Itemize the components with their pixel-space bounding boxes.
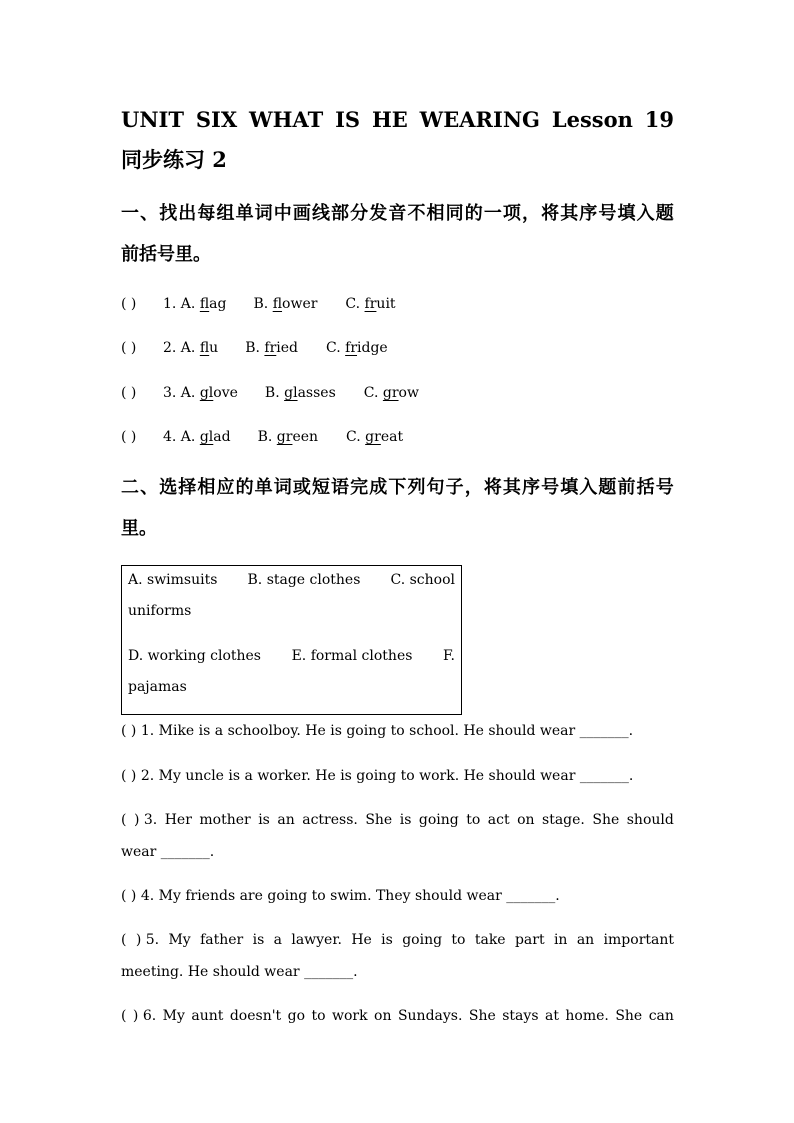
word-rest: idge [357, 340, 388, 356]
question-3-line-2: wear _______. [121, 844, 215, 860]
answer-bracket[interactable]: ( [121, 812, 127, 828]
underlined-letters: fl [272, 296, 283, 312]
question-word: He [351, 932, 372, 948]
word-rest: ag [209, 296, 227, 312]
question-2: ( ) 2. My uncle is a worker. He is going to work. He should wear _______. [121, 768, 634, 784]
underlined-letters: gl [284, 385, 298, 401]
option-label: C. [326, 340, 341, 356]
answer-bracket[interactable]: ( [121, 932, 127, 948]
question-word: She [365, 812, 393, 828]
underlined-letters: gr [365, 429, 381, 445]
underlined-letters: gl [199, 385, 214, 401]
phonics-item-4 [121, 429, 403, 445]
question-word: a [273, 932, 282, 948]
question-word: should [626, 812, 674, 828]
answer-bracket[interactable]: ( ) [121, 429, 137, 445]
question-word: home. [565, 1008, 609, 1024]
underlined-letters: fr [264, 340, 277, 356]
option-label: C. [363, 385, 379, 401]
question-word: is [258, 812, 270, 828]
question-word: an [277, 812, 295, 828]
question-word: can [648, 1008, 674, 1024]
phonics-item-3 [121, 385, 419, 401]
question-word: on [517, 812, 535, 828]
option-label: B. [253, 296, 269, 312]
underlined-letters: gr [276, 429, 293, 445]
section-1-heading-line-2: 前括号里。 [121, 244, 211, 265]
word-bank-row-3 [128, 648, 455, 664]
title-line-1: UNIT SIX WHAT IS HE WEARING Lesson 19 [121, 107, 674, 132]
underlined-letters: fl [199, 296, 210, 312]
question-word: to [311, 1008, 326, 1024]
item-number: 4. A. [163, 429, 196, 445]
section-2-heading-line-1: 二、选择相应的单词或短语完成下列句子，将其序号填入题前括号 [121, 477, 674, 498]
item-number: 3. A. [163, 385, 196, 401]
word-rest: uit [376, 296, 396, 312]
word-rest: u [209, 340, 219, 356]
question-word: is [252, 932, 265, 948]
option-label: C. [346, 429, 361, 445]
question-word: important [603, 932, 674, 948]
question-word: doesn't [229, 1008, 282, 1024]
option-label: C. [345, 296, 361, 312]
question-word: work [332, 1008, 368, 1024]
section-2-heading [121, 467, 674, 549]
answer-bracket[interactable]: ( [121, 1008, 127, 1024]
underlined-letters: fr [345, 340, 358, 356]
question-word: stays [502, 1008, 539, 1024]
question-1: ( ) 1. Mike is a schoolboy. He is going to school. He should wear _______. [121, 723, 634, 739]
underlined-letters: gl [199, 429, 214, 445]
question-word: going [418, 812, 459, 828]
question-word: part [514, 932, 545, 948]
underlined-letters: fl [199, 340, 210, 356]
word-rest: ove [213, 385, 238, 401]
question-word: father [200, 932, 244, 948]
question-word: She [615, 1008, 643, 1024]
answer-bracket[interactable]: ( ) [121, 385, 137, 401]
question-word: My [168, 932, 191, 948]
phonics-item-2 [121, 340, 388, 356]
item-number: 1. A. [163, 296, 196, 312]
section-2-heading-line-2: 里。 [121, 518, 157, 539]
question-6-line-1 [121, 1008, 674, 1024]
question-word: to [451, 932, 466, 948]
question-word: actress. [302, 812, 358, 828]
question-word: mother [199, 812, 251, 828]
option-label: B. [264, 385, 280, 401]
underlined-letters: fr [364, 296, 377, 312]
word-rest: ow [398, 385, 419, 401]
option-e: E. formal clothes [291, 648, 413, 664]
word-bank-row-2: uniforms [128, 603, 192, 619]
word-rest: asses [297, 385, 336, 401]
question-word: to [466, 812, 481, 828]
title-line-2: 同步练习 2 [121, 147, 227, 172]
question-word: act [487, 812, 510, 828]
question-word: on [374, 1008, 392, 1024]
word-bank-row-4: pajamas [128, 679, 187, 695]
phonics-item-1 [121, 296, 396, 312]
question-word: Her [164, 812, 192, 828]
question-word: is [381, 932, 393, 948]
option-b: B. stage clothes [247, 572, 361, 588]
question-word: go [287, 1008, 306, 1024]
answer-bracket[interactable]: ( ) [121, 296, 137, 312]
question-word: is [399, 812, 412, 828]
option-f: F. [443, 648, 455, 664]
section-1-heading-line-1: 一、找出每组单词中画线部分发音不相同的一项，将其序号填入题 [121, 203, 674, 224]
option-a: A. swimsuits [128, 572, 218, 588]
word-bank-box [121, 565, 462, 715]
word-rest: ied [276, 340, 299, 356]
question-word: My [162, 1008, 185, 1024]
question-word: aunt [191, 1008, 224, 1024]
question-word: stage. [542, 812, 585, 828]
underlined-letters: gr [382, 385, 399, 401]
section-1-heading [121, 193, 674, 275]
question-word: lawyer. [291, 932, 342, 948]
item-number: 2. A. [163, 340, 196, 356]
question-word: She [592, 812, 620, 828]
question-word: going [402, 932, 443, 948]
question-3-line-1 [121, 812, 674, 828]
question-5-line-2: meeting. He should wear _______. [121, 964, 358, 980]
question-word: ) 6. [132, 1008, 157, 1024]
option-d: D. working clothes [128, 648, 261, 664]
word-rest: ad [213, 429, 231, 445]
word-rest: eat [380, 429, 404, 445]
word-bank-row-1 [128, 572, 455, 588]
word-rest: ower [282, 296, 318, 312]
option-label: B. [245, 340, 260, 356]
question-word: an [576, 932, 595, 948]
question-word: Sundays. [397, 1008, 463, 1024]
word-rest: een [292, 429, 319, 445]
answer-bracket[interactable]: ( ) [121, 340, 137, 356]
question-word: ) 3. [133, 812, 158, 828]
option-c: C. school [390, 572, 455, 588]
question-word: at [544, 1008, 559, 1024]
question-word: take [474, 932, 506, 948]
question-word: in [553, 932, 568, 948]
question-5-line-1 [121, 932, 674, 948]
question-word: She [468, 1008, 496, 1024]
question-word: ) 5. [135, 932, 160, 948]
option-label: B. [257, 429, 273, 445]
question-4: ( ) 4. My friends are going to swim. They should wear _______. [121, 888, 560, 904]
page-title [121, 100, 674, 180]
